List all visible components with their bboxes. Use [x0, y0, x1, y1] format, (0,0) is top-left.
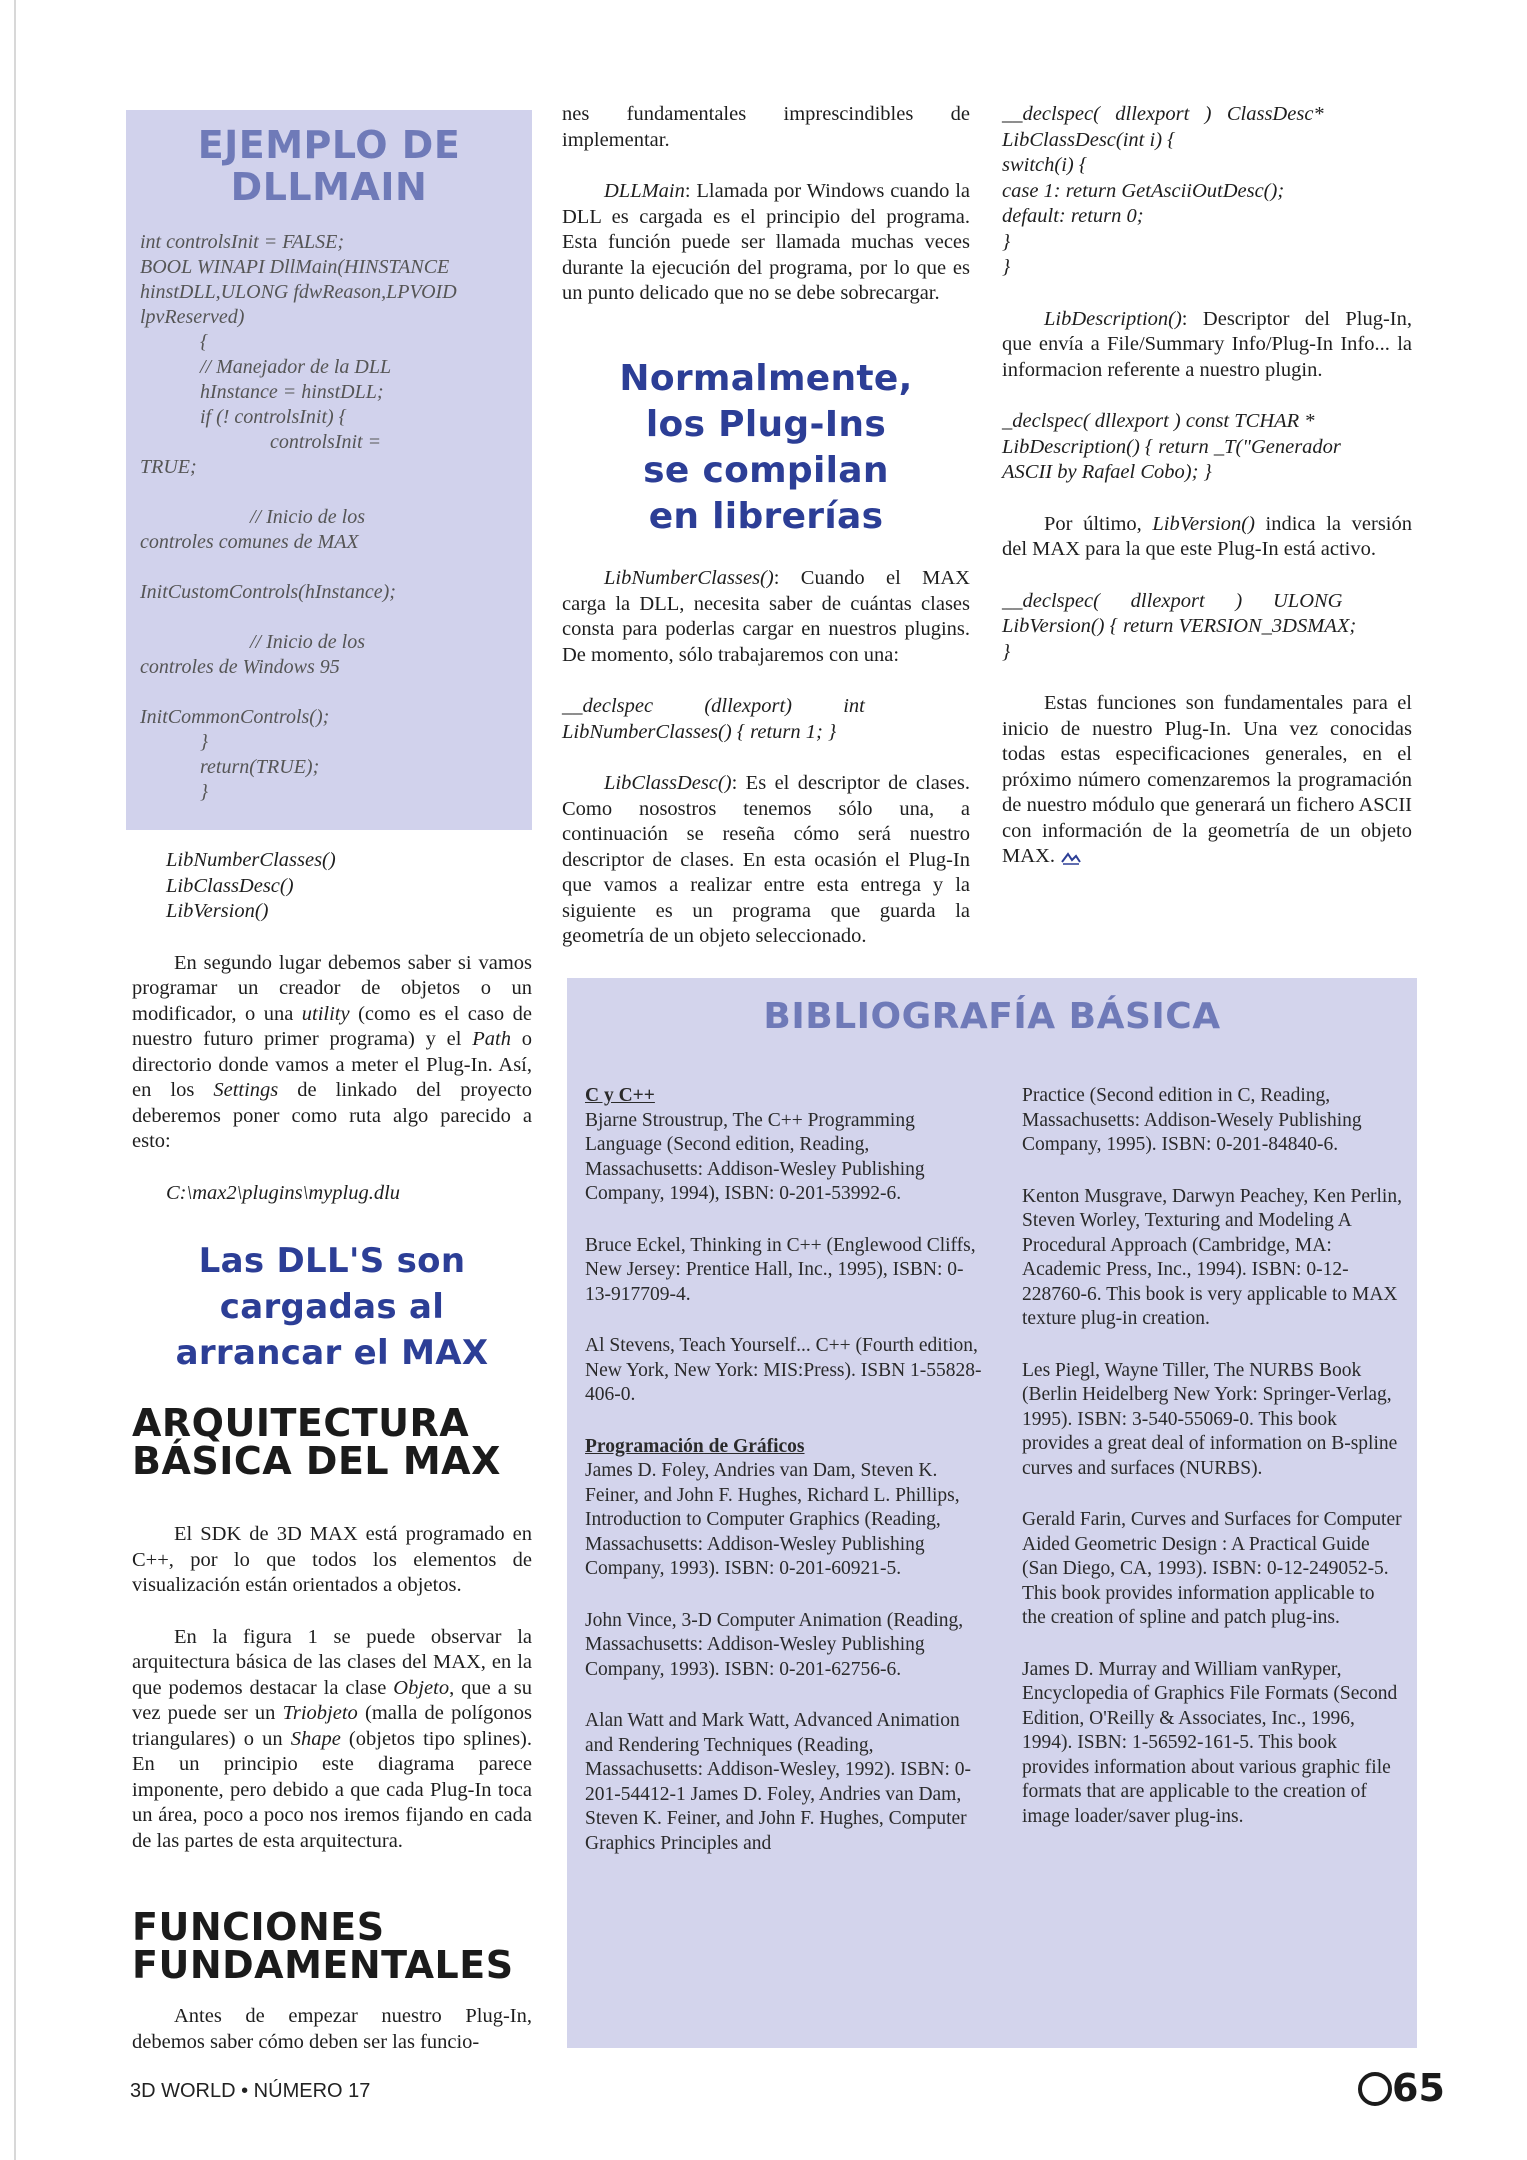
code-line: __declspec( dllexport ) ClassDesc* — [1002, 103, 1324, 125]
code-line: // Inicio de los — [140, 631, 365, 653]
pull-quote-dll: Las DLL'S son cargadas al arrancar el MAX — [175, 1241, 489, 1373]
paragraph-antes: Antes de empezar nuestro Plug-In, debemos saber cómo deben ser las funcio- — [132, 2005, 532, 2053]
column-2-lower — [562, 566, 970, 976]
pull-quote-plugins: Normalmente, los Plug-Ins se compilan en librerías — [619, 358, 913, 537]
plugin-path-example: C:\max2\plugins\myplug.dlu — [166, 1181, 401, 1204]
code-line: LibDescription() { return _T("Generador — [1002, 435, 1341, 458]
code-line: // Manejador de la DLL — [140, 356, 392, 378]
code-line: switch(i) { — [1002, 154, 1088, 176]
dllmain-code-listing — [140, 230, 518, 805]
bibliography-section-heading: Programación de Gráficos — [585, 1435, 805, 1457]
function-item: LibClassDesc() — [166, 874, 294, 897]
paragraph-utility: En segundo lugar debemos saber si vamos programar un creador de objetos o un modificador, o una utility (como es el caso de nuestro futuro primer programa) y el Path o directorio donde vamos a meter el Plug-In. Así, en los Settings de linkado del proyecto deberemos poner como ruta algo parecido a esto: — [132, 951, 533, 1152]
bibliography-entry — [585, 1234, 985, 1308]
code-line: TRUE; — [140, 456, 197, 478]
code-line: lpvReserved) — [140, 306, 245, 328]
heading-arquitectura: ARQUITECTURA BÁSICA DEL MAX — [132, 1401, 501, 1483]
column-3 — [1002, 102, 1412, 896]
bibliography-entry — [585, 1609, 985, 1683]
column-1-bottom — [132, 2004, 532, 2081]
code-line: { — [140, 331, 208, 353]
page-number: 65 — [1358, 2066, 1445, 2110]
paragraph-libdescription: LibDescription(): Descriptor del Plug-In, que envía a File/Summary Info/Plug-In Info... la informacion referente a nuestro plugin. — [1002, 307, 1412, 381]
dllmain-example-title: EJEMPLO DE DLLMAIN — [197, 123, 461, 209]
bibliography-entry-text: Bruce Eckel, Thinking in C++ (Englewood Cliffs, New Jersey: Prentice Hall, Inc., 1995), ISBN: 0-13-917709-4. — [585, 1234, 976, 1305]
code-line: BOOL WINAPI DllMain(HINSTANCE — [140, 256, 450, 278]
page-number-circle-icon — [1358, 2072, 1392, 2106]
function-item: LibNumberClasses() — [166, 849, 336, 871]
code-line: default: return 0; — [1002, 205, 1144, 227]
bibliography-entry-text: Alan Watt and Mark Watt, Advanced Animation and Rendering Techniques (Reading, Massachusetts: Addison-Wesley, 1992). ISBN: 0-201-54412-1 James D. Foley, Andries van Dam, Steven K. Feiner, and John F. Hughes, Computer Graphics Principles and — [585, 1710, 972, 1854]
bibliography-entry — [1022, 1658, 1402, 1830]
bibliography-entry — [1022, 1185, 1402, 1332]
code-line: } — [140, 731, 208, 753]
bibliography-entry — [585, 1334, 985, 1408]
bibliography-title: BIBLIOGRAFÍA BÁSICA — [763, 996, 1221, 1037]
bibliography-entry-text: Al Stevens, Teach Yourself... C++ (Fourth edition, New York, New York: MIS:Press). ISBN 1-55828-406-0. — [585, 1335, 982, 1405]
code-line: hInstance = hinstDLL; — [140, 381, 384, 403]
function-item: LibVersion() — [166, 900, 269, 922]
code-libclassdesc — [1002, 102, 1412, 281]
code-libdescription — [1002, 409, 1412, 486]
code-line: return(TRUE); — [140, 756, 320, 778]
column-1-lower — [132, 1522, 532, 1880]
bibliography-entry — [1022, 1084, 1402, 1158]
paragraph-closing: Estas funciones son fundamentales para el inicio de nuestro Plug-In. Una vez conocidas todas estas especificaciones generales, en el próximo número comenzaremos la programación de nuestro módulo que generará un fichero ASCII con información de la geometría de un objeto MAX. — [1002, 692, 1412, 867]
bibliography-entry-text: James D. Foley, Andries van Dam, Steven K. Feiner, and John F. Hughes, Richard L. Phillips, Introduction to Computer Graphics (Reading, Massachusetts: Addison-Wesley Publishing Company, 1993). ISBN: 0-201-60921-5. — [585, 1460, 960, 1579]
bibliography-entry — [1022, 1508, 1402, 1631]
paragraph-libnumberclasses: LibNumberClasses(): Cuando el MAX carga la DLL, necesita saber de cuántas clases consta para poderlas cargar en nuestros plugins. De momento, sólo trabajaremos con una: — [562, 567, 970, 666]
bibliography-entry — [585, 1084, 985, 1207]
code-line: case 1: return GetAsciiOutDesc(); — [1002, 179, 1285, 202]
bibliography-entry-text: Gerald Farin, Curves and Surfaces for Computer Aided Geometric Design : A Practical Guide (San Diego, CA, 1993). ISBN: 0-12-249052-5. This book provides information applicable to the creation of spline and patch plug-ins. — [1022, 1509, 1402, 1628]
paragraph-sdk: El SDK de 3D MAX está programado en C++, por lo que todos los elementos de visualización están orientados a objetos. — [132, 1523, 532, 1596]
code-line: if (! controlsInit) { — [140, 406, 347, 428]
code-libnumberclasses: __declspec (dllexport) int LibNumberClasses() { return 1; } — [562, 695, 865, 743]
code-line — [140, 680, 518, 705]
heading-funciones: FUNCIONES FUNDAMENTALES — [132, 1905, 514, 1987]
code-line: controles de Windows 95 — [140, 656, 340, 678]
code-line: controles comunes de MAX — [140, 531, 359, 553]
paragraph-continuation: nes fundamentales imprescindibles de implementar. — [562, 103, 970, 151]
bibliography-entry-text: Bjarne Stroustrup, The C++ Programming Language (Second edition, Reading, Massachusetts: Addison-Wesley Publishing Company, 1994), ISBN: 0-201-53992-6. — [585, 1109, 925, 1204]
page-edge-line — [14, 0, 16, 2160]
author-signature-icon — [1060, 850, 1082, 866]
code-line: // Inicio de los — [140, 506, 365, 528]
code-libversion — [1002, 589, 1412, 666]
bibliography-left-column — [585, 1084, 985, 1883]
bibliography-entry-text: James D. Murray and William vanRyper, Encyclopedia of Graphics File Formats (Second Edition, O'Reilly & Associates, Inc., 1996, 1994). ISBN: 1-56592-161-5. This book provides information about various graphic file formats that are applicable to the creation of image loader/saver plug-ins. — [1022, 1658, 1398, 1827]
code-line: } — [1002, 256, 1011, 278]
paragraph-libversion: Por último, LibVersion() indica la versión del MAX para la que este Plug-In está activo. — [1002, 512, 1412, 560]
code-line — [140, 605, 518, 630]
code-line: } — [1002, 230, 1011, 253]
bibliography-entry — [1022, 1359, 1402, 1482]
bibliography-box — [567, 978, 1417, 2048]
bibliography-entry — [585, 1435, 985, 1582]
bibliography-entry-text: Les Piegl, Wayne Tiller, The NURBS Book (Berlin Heidelberg New York: Springer-Verlag, 1995). ISBN: 3-540-55069-0. This book provides a great deal of information on B-spline curves and surfaces (NURBS). — [1022, 1359, 1398, 1479]
bibliography-right-column — [1022, 1084, 1402, 1856]
code-line: controlsInit = — [140, 431, 382, 453]
code-line: _declspec( dllexport ) const TCHAR * — [1002, 410, 1315, 432]
paragraph-dllmain: DLLMain: Llamada por Windows cuando la DLL es cargada es el principio del programa. Esta función puede ser llamada muchas veces durante la ejecución del programa, por lo que es un punto delicado que no se debe sobrecargar. — [562, 180, 970, 304]
code-line: } — [140, 781, 208, 803]
code-line: } — [1002, 640, 1011, 663]
code-line: ASCII by Rafael Cobo); } — [1002, 461, 1212, 483]
function-list — [166, 848, 532, 925]
code-line: InitCommonControls(); — [140, 706, 330, 728]
column-1 — [132, 848, 532, 1232]
bibliography-section-heading: C y C++ — [585, 1085, 655, 1106]
bibliography-entry-text: Practice (Second edition in C, Reading, Massachusetts: Addison-Wesely Publishing Company, 1995). ISBN: 0-201-84840-6. — [1022, 1085, 1362, 1155]
code-line: LibVersion() { return VERSION_3DSMAX; — [1002, 615, 1357, 637]
bibliography-entry-text: John Vince, 3-D Computer Animation (Reading, Massachusetts: Addison-Wesley Publishing Company, 1993). ISBN: 0-201-62756-6. — [585, 1609, 964, 1680]
footer-magazine-issue: 3D WORLD • NÚMERO 17 — [130, 2080, 371, 2102]
code-line: hinstDLL,ULONG fdwReason,LPVOID — [140, 281, 457, 303]
code-line — [140, 480, 518, 505]
code-line — [140, 555, 518, 580]
code-line: LibClassDesc(int i) { — [1002, 128, 1176, 151]
dllmain-example-box — [126, 110, 532, 830]
code-line: InitCustomControls(hInstance); — [140, 581, 396, 603]
paragraph-libclassdesc: LibClassDesc(): Es el descriptor de clases. Como nosostros tenemos sólo una, a continuación se reseña cómo será nuestro descriptor de clases. En esta ocasión el Plug-In que vamos a realizar entre esta entrega y la siguiente es un programa que guarda la geometría de un objeto seleccionado. — [562, 772, 970, 947]
code-line: int controlsInit = FALSE; — [140, 231, 345, 253]
bibliography-entry-text: Kenton Musgrave, Darwyn Peachey, Ken Perlin, Steven Worley, Texturing and Modeling A Procedural Approach (Cambridge, MA: Academic Press, Inc., 1994). ISBN: 0-12-228760-6. This book is very applicable to MAX texture plug-in creation. — [1022, 1185, 1402, 1329]
column-2 — [562, 102, 970, 333]
paragraph-figure: En la figura 1 se puede observar la arquitectura básica de las clases del MAX, en la que podemos destacar la clase Objeto, que a su vez puede ser un Triobjeto (malla de polígonos triangulares) o un Shape (objetos tipo splines). En un principio este diagrama parece imponente, pero debido a que cada Plug-In toca un área, poco a poco nos iremos fijando en cada de las partes de esta arquitectura. — [132, 1625, 532, 1852]
bibliography-entry — [585, 1709, 985, 1856]
code-line: __declspec( dllexport ) ULONG — [1002, 589, 1343, 612]
